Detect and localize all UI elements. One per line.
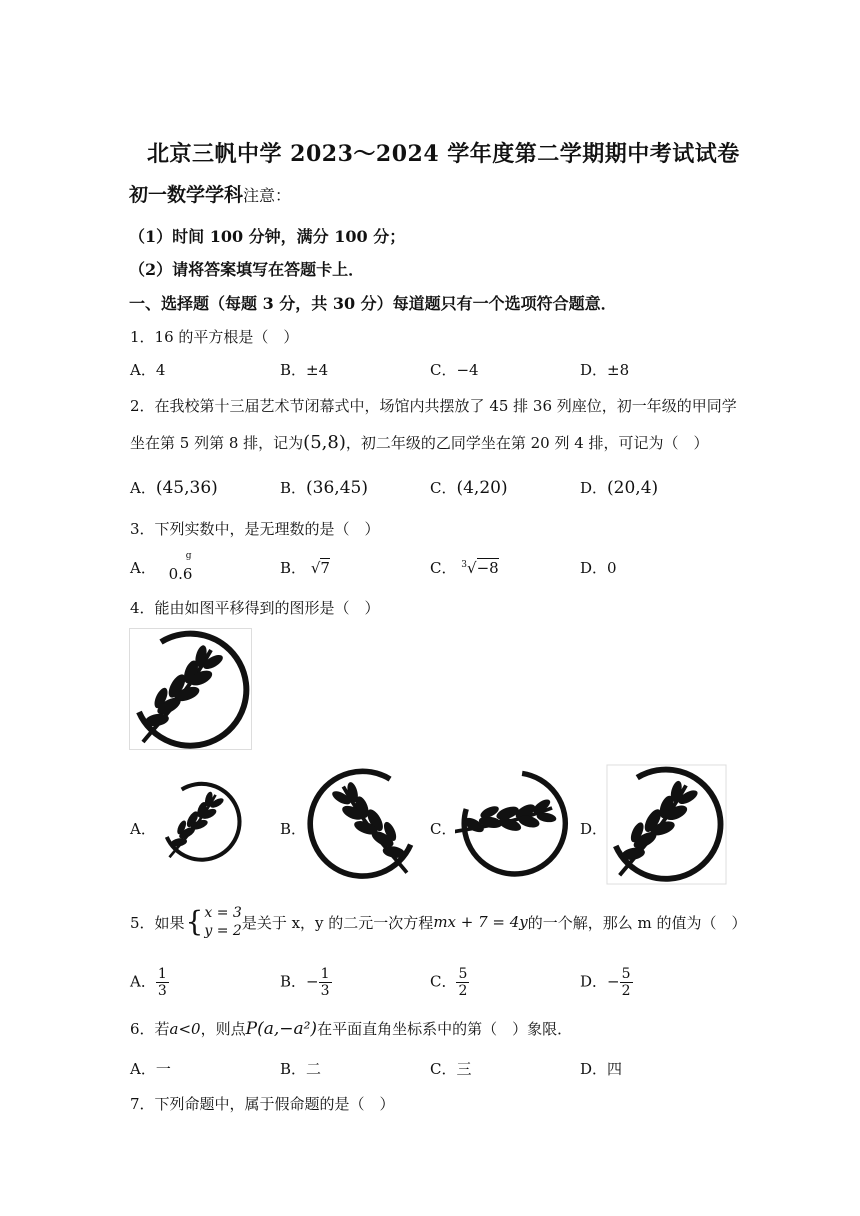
q6-option-a: A．一 xyxy=(130,1060,171,1078)
q7-stem: 7．下列命题中，属于假命题的是（ ） xyxy=(130,1095,395,1113)
q2-value-d: (20,4) xyxy=(607,478,659,498)
q5-option-d xyxy=(580,966,633,999)
q5-suffix: 的一个解，那么 m 的值为（ ） xyxy=(527,913,747,932)
q4-option-d-figure xyxy=(605,764,728,885)
system-brace: { xyxy=(185,905,204,938)
q6-point: P(a,−a²) xyxy=(245,1019,318,1039)
q4-label-a: A． xyxy=(130,820,156,838)
note-1: （1）时间 100 分钟，满分 100 分； xyxy=(129,227,406,246)
q3-c-root-index: 3 xyxy=(461,560,467,570)
q3-a-value: 0.6 xyxy=(168,565,193,583)
q3-repeat-dot: g xyxy=(185,551,192,561)
q2-label-b: B． xyxy=(280,479,307,497)
sqrt-sign: √ xyxy=(310,559,321,577)
q3-label-b: B． xyxy=(280,559,307,577)
q2-label-c: C． xyxy=(430,479,457,497)
q2-line-2b: ，初二年级的乙同学坐在第 20 列 4 排，可记为（ ） xyxy=(345,434,709,452)
q4-label-d: D． xyxy=(580,820,608,838)
notice-label: 注意： xyxy=(243,186,292,205)
q2-option-b xyxy=(280,477,368,498)
q3-c-radicand: −8 xyxy=(476,559,499,577)
q6-stem xyxy=(130,1018,572,1039)
q2-value-a: (45,36) xyxy=(155,478,218,498)
q3-option-b xyxy=(280,557,330,578)
q4-label-c: C． xyxy=(430,820,457,838)
q3-b-radicand: 7 xyxy=(320,559,330,577)
q5-eq-1: x = 3 xyxy=(204,905,242,921)
q3-repeating-decimal xyxy=(168,551,193,583)
q5-frac-b xyxy=(319,966,332,999)
q6-suffix: 在平面直角坐标系中的第（ ）象限． xyxy=(317,1020,573,1038)
subject-name: 初一数学学科 xyxy=(129,184,244,206)
q4-option-b-figure xyxy=(303,766,421,882)
q4-stem: 4．能由如图平移得到的图形是（ ） xyxy=(130,599,380,617)
reference-leaf-figure xyxy=(129,628,252,750)
denominator: 3 xyxy=(320,983,330,999)
q5-option-a xyxy=(130,966,169,999)
q6-prefix: 6．若 xyxy=(130,1020,170,1038)
section-heading: 一、选择题（每题 3 分，共 30 分）每道题只有一个选项符合题意． xyxy=(129,294,617,313)
q3-stem: 3．下列实数中，是无理数的是（ ） xyxy=(130,520,380,538)
q5-frac-a xyxy=(156,966,169,999)
q6-option-b: B．二 xyxy=(280,1060,322,1078)
q2-option-d xyxy=(580,477,658,498)
q1-option-a: A．4 xyxy=(130,361,166,379)
q6-option-d: D．四 xyxy=(580,1060,623,1078)
q4-option-a-figure xyxy=(160,780,244,864)
numerator: 1 xyxy=(157,966,167,982)
q3-label-a: A． xyxy=(130,559,156,577)
q5-equation: mx + 7 = 4y xyxy=(433,913,528,931)
q5-option-c xyxy=(430,966,469,999)
q5-sign-b: − xyxy=(306,972,319,991)
q2-label-d: D． xyxy=(580,479,608,497)
q5-label-d: D． xyxy=(580,972,608,991)
cbrt-sign: √ xyxy=(467,559,477,577)
q3-option-d: D．0 xyxy=(580,559,617,577)
q2-line-2 xyxy=(130,432,709,453)
q5-prefix: 5．如果 xyxy=(130,913,185,932)
q1-stem: 1．16 的平方根是（ ） xyxy=(130,328,299,346)
q3-option-a xyxy=(130,551,193,583)
q5-option-b xyxy=(280,966,332,999)
q2-line-2a: 坐在第 5 列第 8 排，记为 xyxy=(130,434,304,452)
q4-label-b: B． xyxy=(280,820,307,838)
q2-line-1: 2．在我校第十三届艺术节闭幕式中，场馆内共摆放了 45 排 36 列座位，初一年级的甲同学 xyxy=(130,397,737,415)
q1-option-b: B．±4 xyxy=(280,361,329,379)
numerator: 5 xyxy=(621,966,631,982)
q5-label-a: A． xyxy=(130,972,156,991)
q6-mid: ，则点 xyxy=(200,1020,246,1038)
q2-option-a xyxy=(130,477,218,498)
q2-value-b: (36,45) xyxy=(306,478,368,498)
q5-eq-2: y = 2 xyxy=(204,923,242,939)
page-title: 北京三帆中学 2023～2024 学年度第二学期期中考试试卷 xyxy=(147,141,740,167)
q1-option-c: C．−4 xyxy=(430,361,479,379)
q5-system xyxy=(204,904,241,940)
q5-label-b: B． xyxy=(280,972,307,991)
q3-label-c: C． xyxy=(430,559,457,577)
numerator: 1 xyxy=(320,966,330,982)
q2-seat-math: (5,8) xyxy=(303,432,346,453)
q1-option-d: D．±8 xyxy=(580,361,630,379)
q2-value-c: (4,20) xyxy=(456,478,508,498)
q2-option-c xyxy=(430,477,508,498)
q5-frac-d xyxy=(620,966,633,999)
q2-label-a: A． xyxy=(130,479,156,497)
q4-option-c-figure xyxy=(455,768,575,880)
q6-option-c: C．三 xyxy=(430,1060,472,1078)
q6-condition: a<0 xyxy=(169,1020,201,1038)
q5-mid: 是关于 x，y 的二元一次方程 xyxy=(241,913,434,932)
denominator: 2 xyxy=(621,983,631,999)
numerator: 5 xyxy=(458,966,468,982)
q3-option-c xyxy=(430,557,499,578)
q5-label-c: C． xyxy=(430,972,457,991)
q5-stem xyxy=(130,904,747,940)
denominator: 2 xyxy=(458,983,468,999)
denominator: 3 xyxy=(157,983,167,999)
q5-sign-d: − xyxy=(607,972,620,991)
note-2: （2）请将答案填写在答题卡上． xyxy=(129,260,365,279)
q5-frac-c xyxy=(456,966,469,999)
subject-line xyxy=(129,180,291,207)
